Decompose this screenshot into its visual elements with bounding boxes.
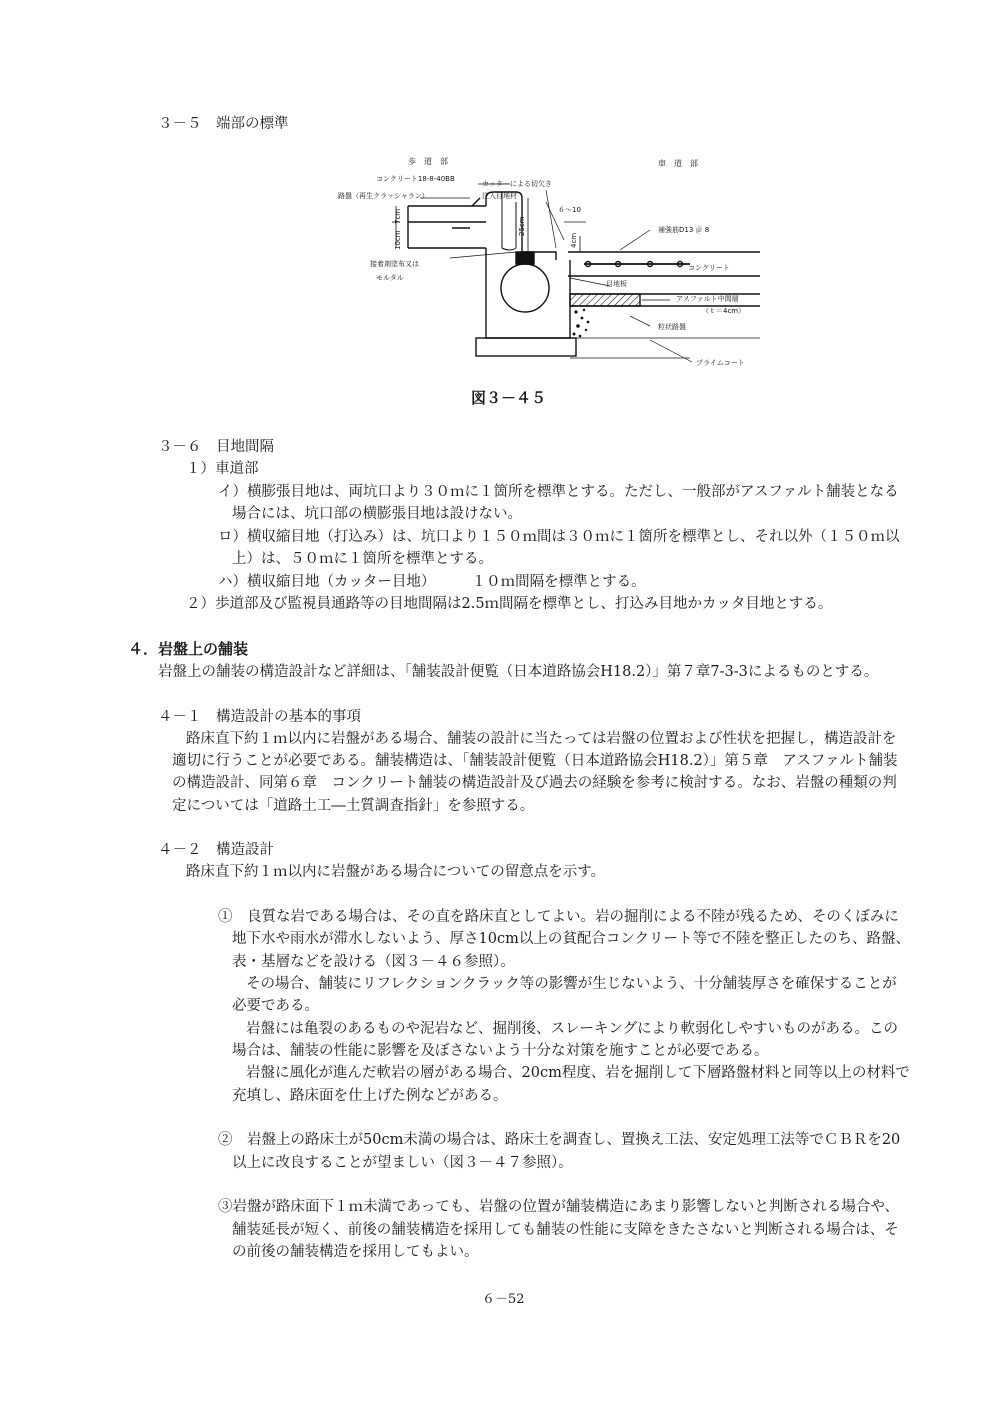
subsection-roadway: １）車道部 <box>186 461 259 477</box>
label-sidewalk: 歩 道 部 <box>408 157 448 166</box>
label-granular: 粒状路盤 <box>658 323 686 331</box>
item-ro-line1: ロ）横収縮目地（打込み）は、坑口より１５０ｍ間は３０ｍに１箇所を標準とし、それ以外（１５０ｍ以 <box>218 529 900 545</box>
label-adhesive: 接着剤塗布又は <box>370 260 419 268</box>
point-1-line1: ① 良質な岩である場合は、その直を路床直としてよい。岩の掘削による不陸が残るため、そのくぼみに <box>218 909 899 925</box>
item-ha: ハ）横収縮目地（カッター目地） １０ｍ間隔を標準とする。 <box>218 574 646 590</box>
label-prime: プライムコート <box>696 359 745 367</box>
label-joint-plate: 目地板 <box>606 280 627 288</box>
section-4-2-intro: 路床直下約１ｍ以内に岩盤がある場合についての留意点を示す。 <box>186 864 606 880</box>
point-1-line5: 必要である。 <box>232 998 319 1014</box>
label-concrete-spec: コンクリート18-8-40BB <box>376 175 455 183</box>
label-base: 路盤（再生クラッシャラン） <box>338 192 429 200</box>
figure-caption: 図３－４５ <box>471 389 547 407</box>
point-3-line3: の前後の舗装構造を採用してもよい。 <box>232 1244 479 1260</box>
dim-10cm: 10cm <box>394 230 402 250</box>
point-1-line8: 岩盤に風化が進んだ軟岩の層がある場合、20cm程度、岩を掘削して下層路盤材料と同等以上の材料で <box>246 1065 910 1081</box>
label-asphalt-mid: アスファルト中間層 <box>676 295 739 303</box>
label-thickness: （ｔ＝4cm） <box>702 307 746 315</box>
label-mortar: モルタル <box>376 274 404 282</box>
figure-3-45-diagram <box>320 140 790 380</box>
section-4-2-heading: ４－２ 構造設計 <box>158 842 274 858</box>
section-4-1-line1: 路床直下約１ｍ以内に岩盤がある場合、舗装の設計に当たっては岩盤の位置および性状を把握し，構造設計を <box>186 731 897 747</box>
item-i-line1: イ）横膨張目地は、両坑口より３０ｍに１箇所を標準とする。ただし、一般部がアスファルト舗装となる <box>218 484 899 500</box>
section-4-1-line4: 定については「道路土工―土質調査指針」を参照する。 <box>172 798 535 814</box>
label-width: ６～10 <box>558 206 581 214</box>
point-1-line2: 地下水や雨水が滞水しないよう、厚さ10cm以上の貧配合コンクリート等で不陸を整正したのち、路盤、 <box>232 931 911 947</box>
section-4-1-line3: の構造設計、同第６章 コンクリート舗装の構造設計及び過去の経験を参考に検討する。なお、岩盤の種類の判 <box>172 775 897 791</box>
subsection-sidewalk: ２）歩道部及び監視員通路等の目地間隔は2.5ｍ間隔を標準とし、打込み目地かカッタ目地とする。 <box>186 596 833 612</box>
label-roadway: 車 道 部 <box>658 159 698 168</box>
point-3-line1: ③岩盤が路床面下１ｍ未満であっても、岩盤の位置が舗装構造にあまり影響しないと判断される場合や、 <box>218 1199 900 1215</box>
section-3-5-heading: ３－５ 端部の標準 <box>158 116 289 132</box>
point-1-line3: 表・基層などを設ける（図３－４６参照）。 <box>232 954 515 970</box>
point-1-line9: 充填し、路床面を仕上げた例などがある。 <box>232 1088 508 1104</box>
dim-25cm: 25cm <box>518 216 526 236</box>
section-4-1-heading: ４－１ 構造設計の基本的事項 <box>158 709 361 725</box>
item-i-line2: 場合には、坑口部の横膨張目地は設けない。 <box>232 506 522 522</box>
section-4-1-line2: 適切に行うことが必要である。舗装構造は、「舗装設計便覧（日本道路協会H18.2）」第５章 アスファルト舗装 <box>172 753 898 769</box>
point-2-line2: 以上に改良することが望ましい（図３－４７参照）。 <box>232 1155 573 1171</box>
label-joint-material: 注入目地材 <box>482 192 517 200</box>
label-concrete: コンクリート <box>688 264 730 272</box>
point-1-line4: その場合、舗装にリフレクションクラック等の影響が生じないよう、十分舗装厚さを確保することが <box>246 976 897 992</box>
point-1-line7: 場合は、舗装の性能に影響を及ぼさないよう十分な対策を施すことが必要である。 <box>232 1043 769 1059</box>
section-4-intro: 岩盤上の舗装の構造設計など詳細は、「舗装設計便覧（日本道路協会H18.2）」第７章7-3-3によるものとする。 <box>158 664 879 680</box>
point-2-line1: ② 岩盤上の路床土が50cm未満の場合は、路床土を調査し、置換え工法、安定処理工法等でＣＢＲを20 <box>218 1132 901 1148</box>
label-rebar: 補強筋D13 ＠ 8 <box>658 226 710 234</box>
dim-7cm: 7cm <box>394 208 402 224</box>
label-cutter: カッターによる切欠き <box>482 180 552 188</box>
section-4-heading: ４．岩盤上の舗装 <box>128 640 249 658</box>
point-3-line2: 舗装延長が短く、前後の舗装構造を採用しても舗装の性能に支障をきたさないと判断される場合は、そ <box>232 1222 899 1238</box>
page-number: ６－52 <box>482 1292 525 1307</box>
point-1-line6: 岩盤には亀裂のあるものや泥岩など、掘削後、スレーキングにより軟弱化しやすいものがある。この <box>246 1021 899 1037</box>
dim-4cm: 4cm <box>570 232 578 248</box>
item-ro-line2: 上）は、５０ｍに１箇所を標準とする。 <box>232 551 493 567</box>
section-3-6-heading: ３－６ 目地間隔 <box>158 439 274 455</box>
